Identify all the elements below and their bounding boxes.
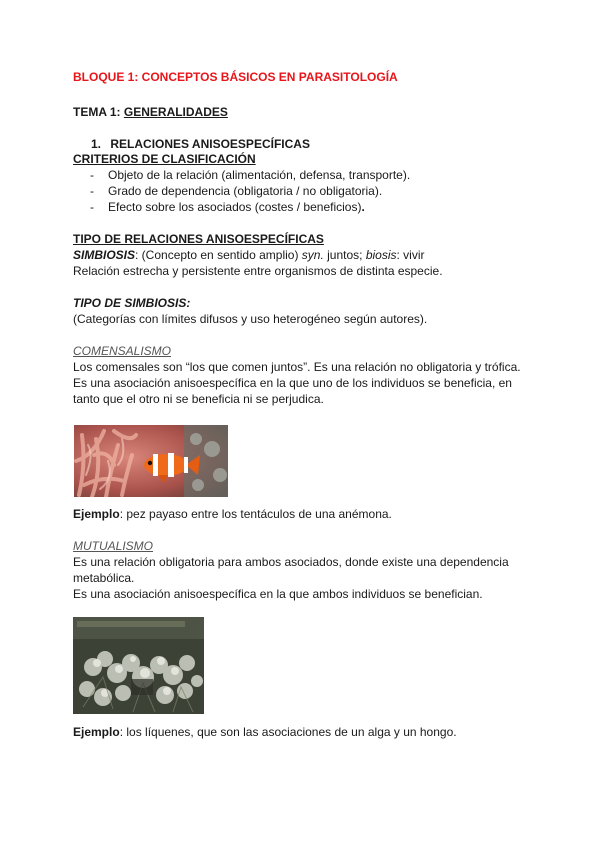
tipo-simbiosis-heading: TIPO DE SIMBIOSIS: bbox=[73, 296, 191, 310]
mutualismo-line-2: metabólica. bbox=[73, 571, 135, 585]
biosis-term: biosis bbox=[365, 248, 397, 262]
bullet-marker: - bbox=[90, 184, 94, 198]
section-heading bbox=[91, 137, 310, 152]
mutualismo-example bbox=[73, 725, 457, 740]
bullet-marker: - bbox=[90, 168, 94, 182]
lichen-photo bbox=[73, 617, 204, 714]
comensalismo-line-2: Es una asociación anisoespecífica en la que uno de los individuos se beneficia, en bbox=[73, 376, 512, 390]
comensalismo-heading: COMENSALISMO bbox=[73, 344, 172, 358]
comensalismo-line-1: Los comensales son “los que comen juntos”. Es una relación no obligatoria y trófica. bbox=[73, 360, 521, 374]
juntos-text: juntos; bbox=[323, 248, 366, 262]
example-label: Ejemplo bbox=[73, 725, 120, 739]
list-item bbox=[108, 200, 365, 215]
clownfish-photo bbox=[74, 425, 228, 497]
list-item: Grado de dependencia (obligatoria / no obligatoria). bbox=[108, 184, 383, 198]
section-title: RELACIONES ANISOESPECÍFICAS bbox=[110, 137, 310, 151]
list-item: Objeto de la relación (alimentación, defensa, transporte). bbox=[108, 168, 411, 182]
clownfish-image bbox=[74, 425, 228, 497]
image-watermark bbox=[77, 621, 185, 627]
example-text: : pez payaso entre los tentáculos de una anémona. bbox=[119, 507, 392, 521]
mutualismo-line-3: Es una asociación anisoespecífica en la que ambos individuos se benefician. bbox=[73, 587, 483, 601]
list-item-text: Efecto sobre los asociados (costes / beneficios) bbox=[108, 200, 362, 214]
mutualismo-line-1: Es una relación obligatoria para ambos asociados, donde existe una dependencia bbox=[73, 555, 509, 569]
example-text: : los líquenes, que son las asociaciones de un alga y un hongo. bbox=[119, 725, 457, 739]
list-item-period: . bbox=[361, 200, 365, 214]
bullet-marker: - bbox=[90, 200, 94, 214]
syn-term: syn. bbox=[301, 248, 324, 262]
lichen-image bbox=[73, 617, 204, 714]
tipo-relaciones-heading: TIPO DE RELACIONES ANISOESPECÍFICAS bbox=[73, 232, 324, 246]
comensalismo-line-3: tanto que el otro ni se beneficia ni se perjudica. bbox=[73, 392, 324, 406]
mutualismo-heading: MUTUALISMO bbox=[73, 539, 154, 553]
tema-prefix: TEMA 1: bbox=[73, 105, 124, 119]
simbiosis-line bbox=[73, 248, 425, 263]
example-label: Ejemplo bbox=[73, 507, 120, 521]
simbiosis-definition: Relación estrecha y persistente entre organismos de distinta especie. bbox=[73, 264, 443, 278]
tema-heading bbox=[73, 105, 228, 120]
tema-title: GENERALIDADES bbox=[123, 105, 228, 119]
tipo-simbiosis-note: (Categorías con límites difusos y uso heterogéneo según autores). bbox=[73, 312, 428, 326]
vivir-text: : vivir bbox=[396, 248, 425, 262]
simbiosis-term: SIMBIOSIS bbox=[73, 248, 136, 262]
simbiosis-mid: : (Concepto en sentido amplio) bbox=[135, 248, 302, 262]
comensalismo-example bbox=[73, 507, 392, 522]
bloque-title: BLOQUE 1: CONCEPTOS BÁSICOS EN PARASITOLOGÍA bbox=[73, 70, 398, 84]
criterios-heading: CRITERIOS DE CLASIFICACIÓN bbox=[73, 152, 256, 166]
section-number: 1. bbox=[91, 137, 102, 151]
